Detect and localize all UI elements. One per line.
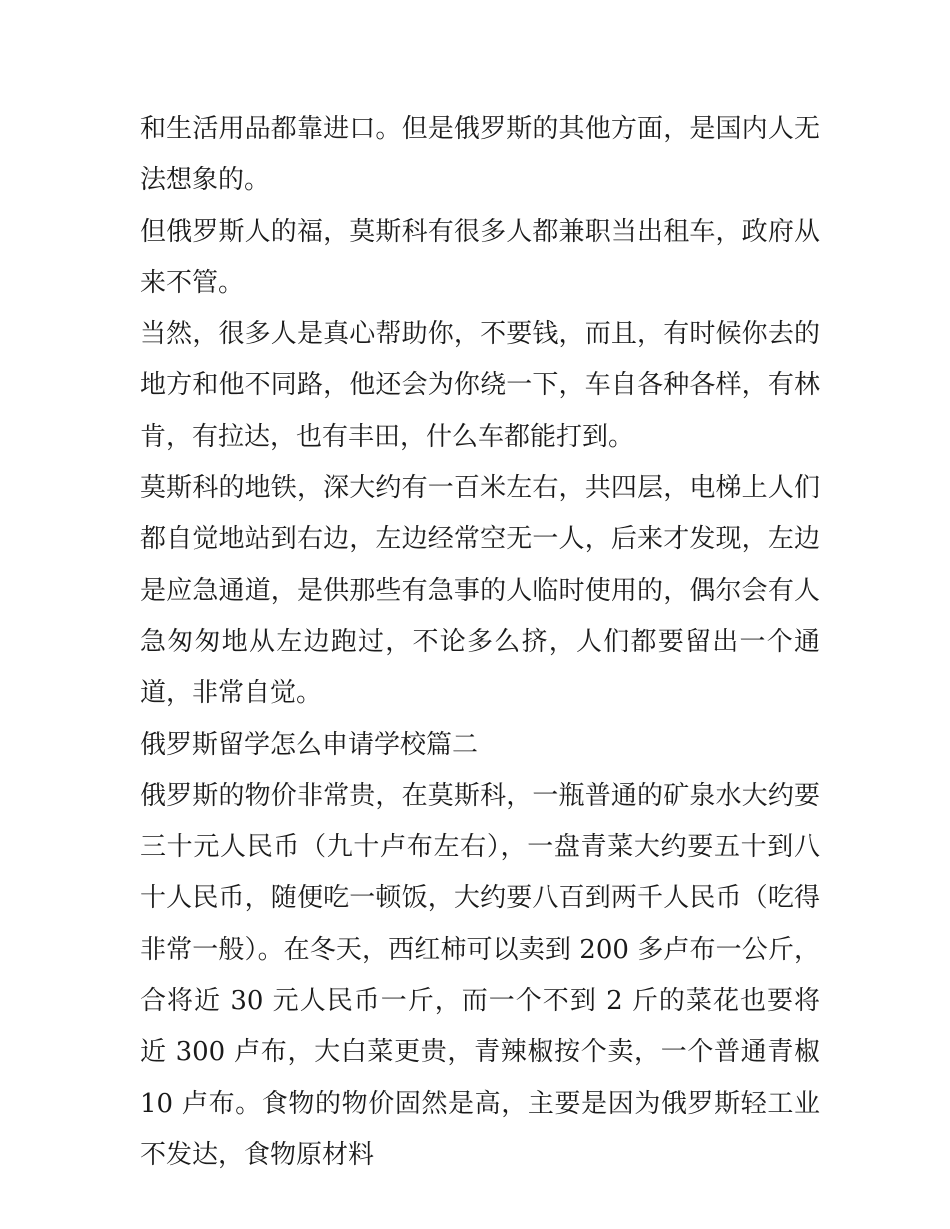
document-body bbox=[140, 104, 820, 1181]
paragraph-1: 和生活用品都靠进口。但是俄罗斯的其他方面，是国内人无法想象的。 bbox=[140, 114, 820, 196]
paragraph-3: 当然，很多人是真心帮助你，不要钱，而且，有时候你去的地方和他不同路，他还会为你绕一下，车自各种各样，有林肯，有拉达，也有丰田，什么车都能打到。 bbox=[140, 319, 820, 452]
paragraph-4: 莫斯科的地铁，深大约有一百米左右，共四层，电梯上人们都自觉地站到右边，左边经常空无一人，后来才发现，左边是应急通道，是供那些有急事的人临时使用的，偶尔会有人急匆匆地从左边跑过，不论多么挤，人们都要留出一个通道，非常自觉。 bbox=[140, 473, 820, 709]
paragraph-5: 俄罗斯的物价非常贵，在莫斯科，一瓶普通的矿泉水大约要三十元人民币（九十卢布左右），一盘青菜大约要五十到八十人民币，随便吃一顿饭，大约要八百到两千人民币（吃得非常一般）。在冬天，西红柿可以卖到 200 多卢布一公斤，合将近 30 元人民币一斤，而一个不到 2 斤的菜花也要将近 300 卢布，大白菜更贵，青辣椒按个卖，一个普通青椒 10 卢布。食物的物价固然是高，主要是因为俄罗斯轻工业不发达，食物原材料 bbox=[140, 780, 820, 1170]
section-heading: 俄罗斯留学怎么申请学校篇二 bbox=[140, 729, 479, 760]
paragraph-2: 但俄罗斯人的福，莫斯科有很多人都兼职当出租车，政府从来不管。 bbox=[140, 216, 820, 298]
